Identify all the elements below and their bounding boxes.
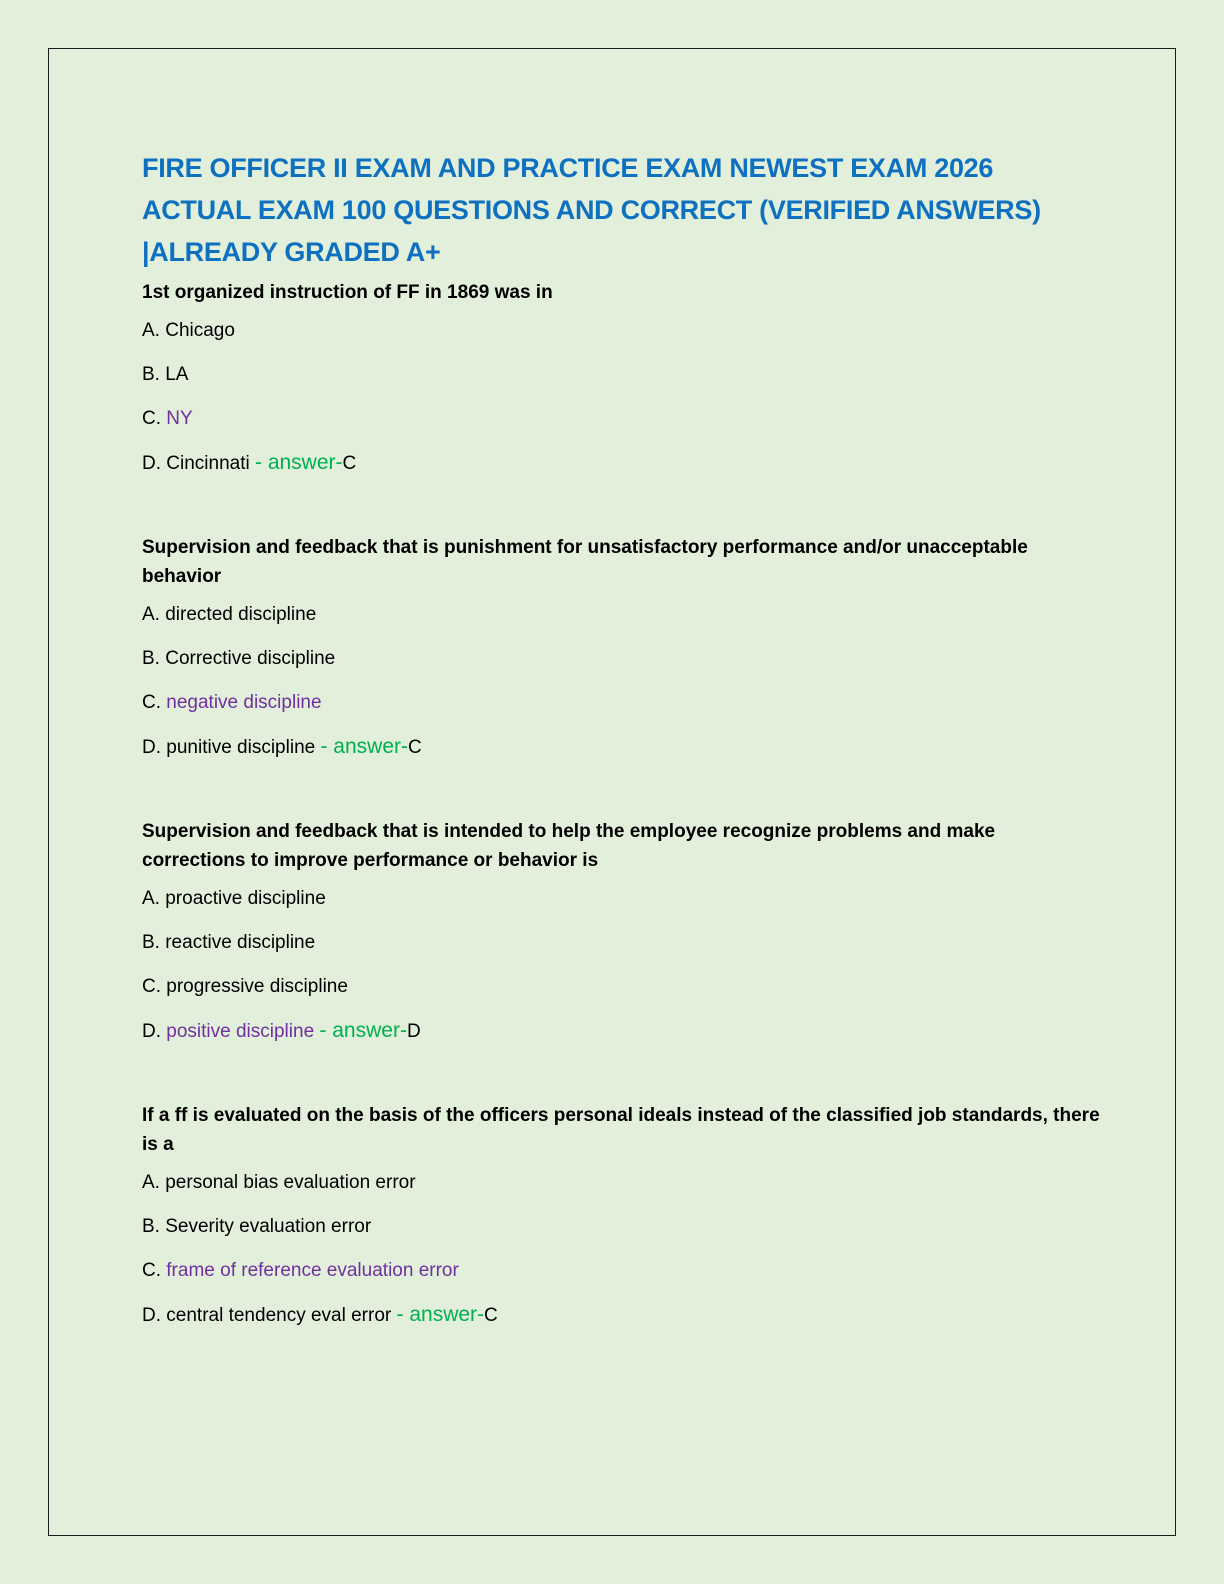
option-letter: A. bbox=[142, 1172, 166, 1193]
option-letter: D. bbox=[142, 453, 167, 474]
answer-label: - answer- bbox=[396, 1303, 485, 1326]
option-text: Severity evaluation error bbox=[165, 1216, 372, 1237]
option-letter: C. bbox=[142, 976, 167, 997]
document-title bbox=[142, 147, 1102, 273]
option-c bbox=[142, 1259, 1102, 1283]
option-d bbox=[142, 735, 1102, 760]
option-text: punitive discipline bbox=[166, 737, 316, 758]
option-b bbox=[142, 931, 1102, 955]
answer-label: - answer- bbox=[319, 1019, 407, 1042]
option-c bbox=[142, 691, 1102, 715]
option-d bbox=[142, 1303, 1102, 1328]
spacer bbox=[142, 780, 1102, 817]
option-text: personal bias evaluation error bbox=[165, 1172, 416, 1193]
question-block-3 bbox=[142, 817, 1102, 1044]
option-letter: B. bbox=[142, 932, 166, 953]
document-content bbox=[142, 147, 1102, 1348]
answer-value: C bbox=[408, 737, 422, 758]
option-a bbox=[142, 319, 1102, 343]
answer-label: - answer- bbox=[320, 735, 409, 758]
option-letter: B. bbox=[142, 1216, 166, 1237]
option-letter: A. bbox=[142, 320, 166, 341]
question-text: 1st organized instruction of FF in 1869 was in bbox=[142, 282, 553, 303]
option-letter: A. bbox=[142, 888, 166, 909]
option-c bbox=[142, 407, 1102, 431]
question-block-2 bbox=[142, 533, 1102, 760]
option-text: central tendency eval error bbox=[166, 1305, 392, 1326]
option-letter: D. bbox=[142, 737, 167, 758]
option-text: Cincinnati bbox=[166, 453, 250, 474]
question-text: Supervision and feedback that is punishment for unsatisfactory performance and/or unacceptable behavior bbox=[142, 537, 1028, 587]
option-text-correct: negative discipline bbox=[166, 692, 322, 713]
option-text: directed discipline bbox=[165, 604, 317, 625]
spacer bbox=[142, 496, 1102, 533]
answer-label: - answer- bbox=[255, 451, 343, 474]
answer-value: C bbox=[342, 453, 357, 474]
option-b bbox=[142, 363, 1102, 387]
option-text: progressive discipline bbox=[166, 976, 348, 997]
option-text: reactive discipline bbox=[165, 932, 316, 953]
title-line-3: |ALREADY GRADED A+ bbox=[142, 237, 441, 267]
option-text: LA bbox=[165, 364, 189, 385]
option-d bbox=[142, 451, 1102, 476]
option-text: Chicago bbox=[165, 320, 235, 341]
question-text: If a ff is evaluated on the basis of the officers personal ideals instead of the classified job standards, there is a bbox=[142, 1105, 1100, 1155]
option-text-correct: frame of reference evaluation error bbox=[166, 1260, 459, 1281]
option-a bbox=[142, 603, 1102, 627]
title-line-2: ACTUAL EXAM 100 QUESTIONS AND CORRECT (VERIFIED ANSWERS) bbox=[142, 195, 1041, 225]
question-block-1 bbox=[142, 278, 1102, 476]
option-text-correct: positive discipline bbox=[166, 1021, 315, 1042]
answer-value: C bbox=[484, 1305, 498, 1326]
question-text: Supervision and feedback that is intended to help the employee recognize problems and make corrections to improve performance or behavior is bbox=[142, 821, 996, 871]
answer-value: D bbox=[406, 1021, 421, 1042]
option-text: proactive discipline bbox=[165, 888, 326, 909]
option-d bbox=[142, 1019, 1102, 1044]
option-letter: D. bbox=[142, 1305, 167, 1326]
option-letter: A. bbox=[142, 604, 166, 625]
option-letter: D. bbox=[142, 1021, 167, 1042]
spacer bbox=[142, 1064, 1102, 1101]
option-text-correct: NY bbox=[166, 408, 193, 429]
option-a bbox=[142, 1171, 1102, 1195]
option-letter: B. bbox=[142, 648, 166, 669]
option-a bbox=[142, 887, 1102, 911]
option-letter: C. bbox=[142, 1260, 167, 1281]
option-letter: C. bbox=[142, 408, 167, 429]
option-c bbox=[142, 975, 1102, 999]
option-letter: C. bbox=[142, 692, 167, 713]
option-letter: B. bbox=[142, 364, 166, 385]
option-b bbox=[142, 1215, 1102, 1239]
option-text: Corrective discipline bbox=[165, 648, 336, 669]
question-block-4 bbox=[142, 1101, 1102, 1328]
option-b bbox=[142, 647, 1102, 671]
title-line-1: FIRE OFFICER II EXAM AND PRACTICE EXAM NEWEST EXAM 2026 bbox=[142, 153, 994, 183]
